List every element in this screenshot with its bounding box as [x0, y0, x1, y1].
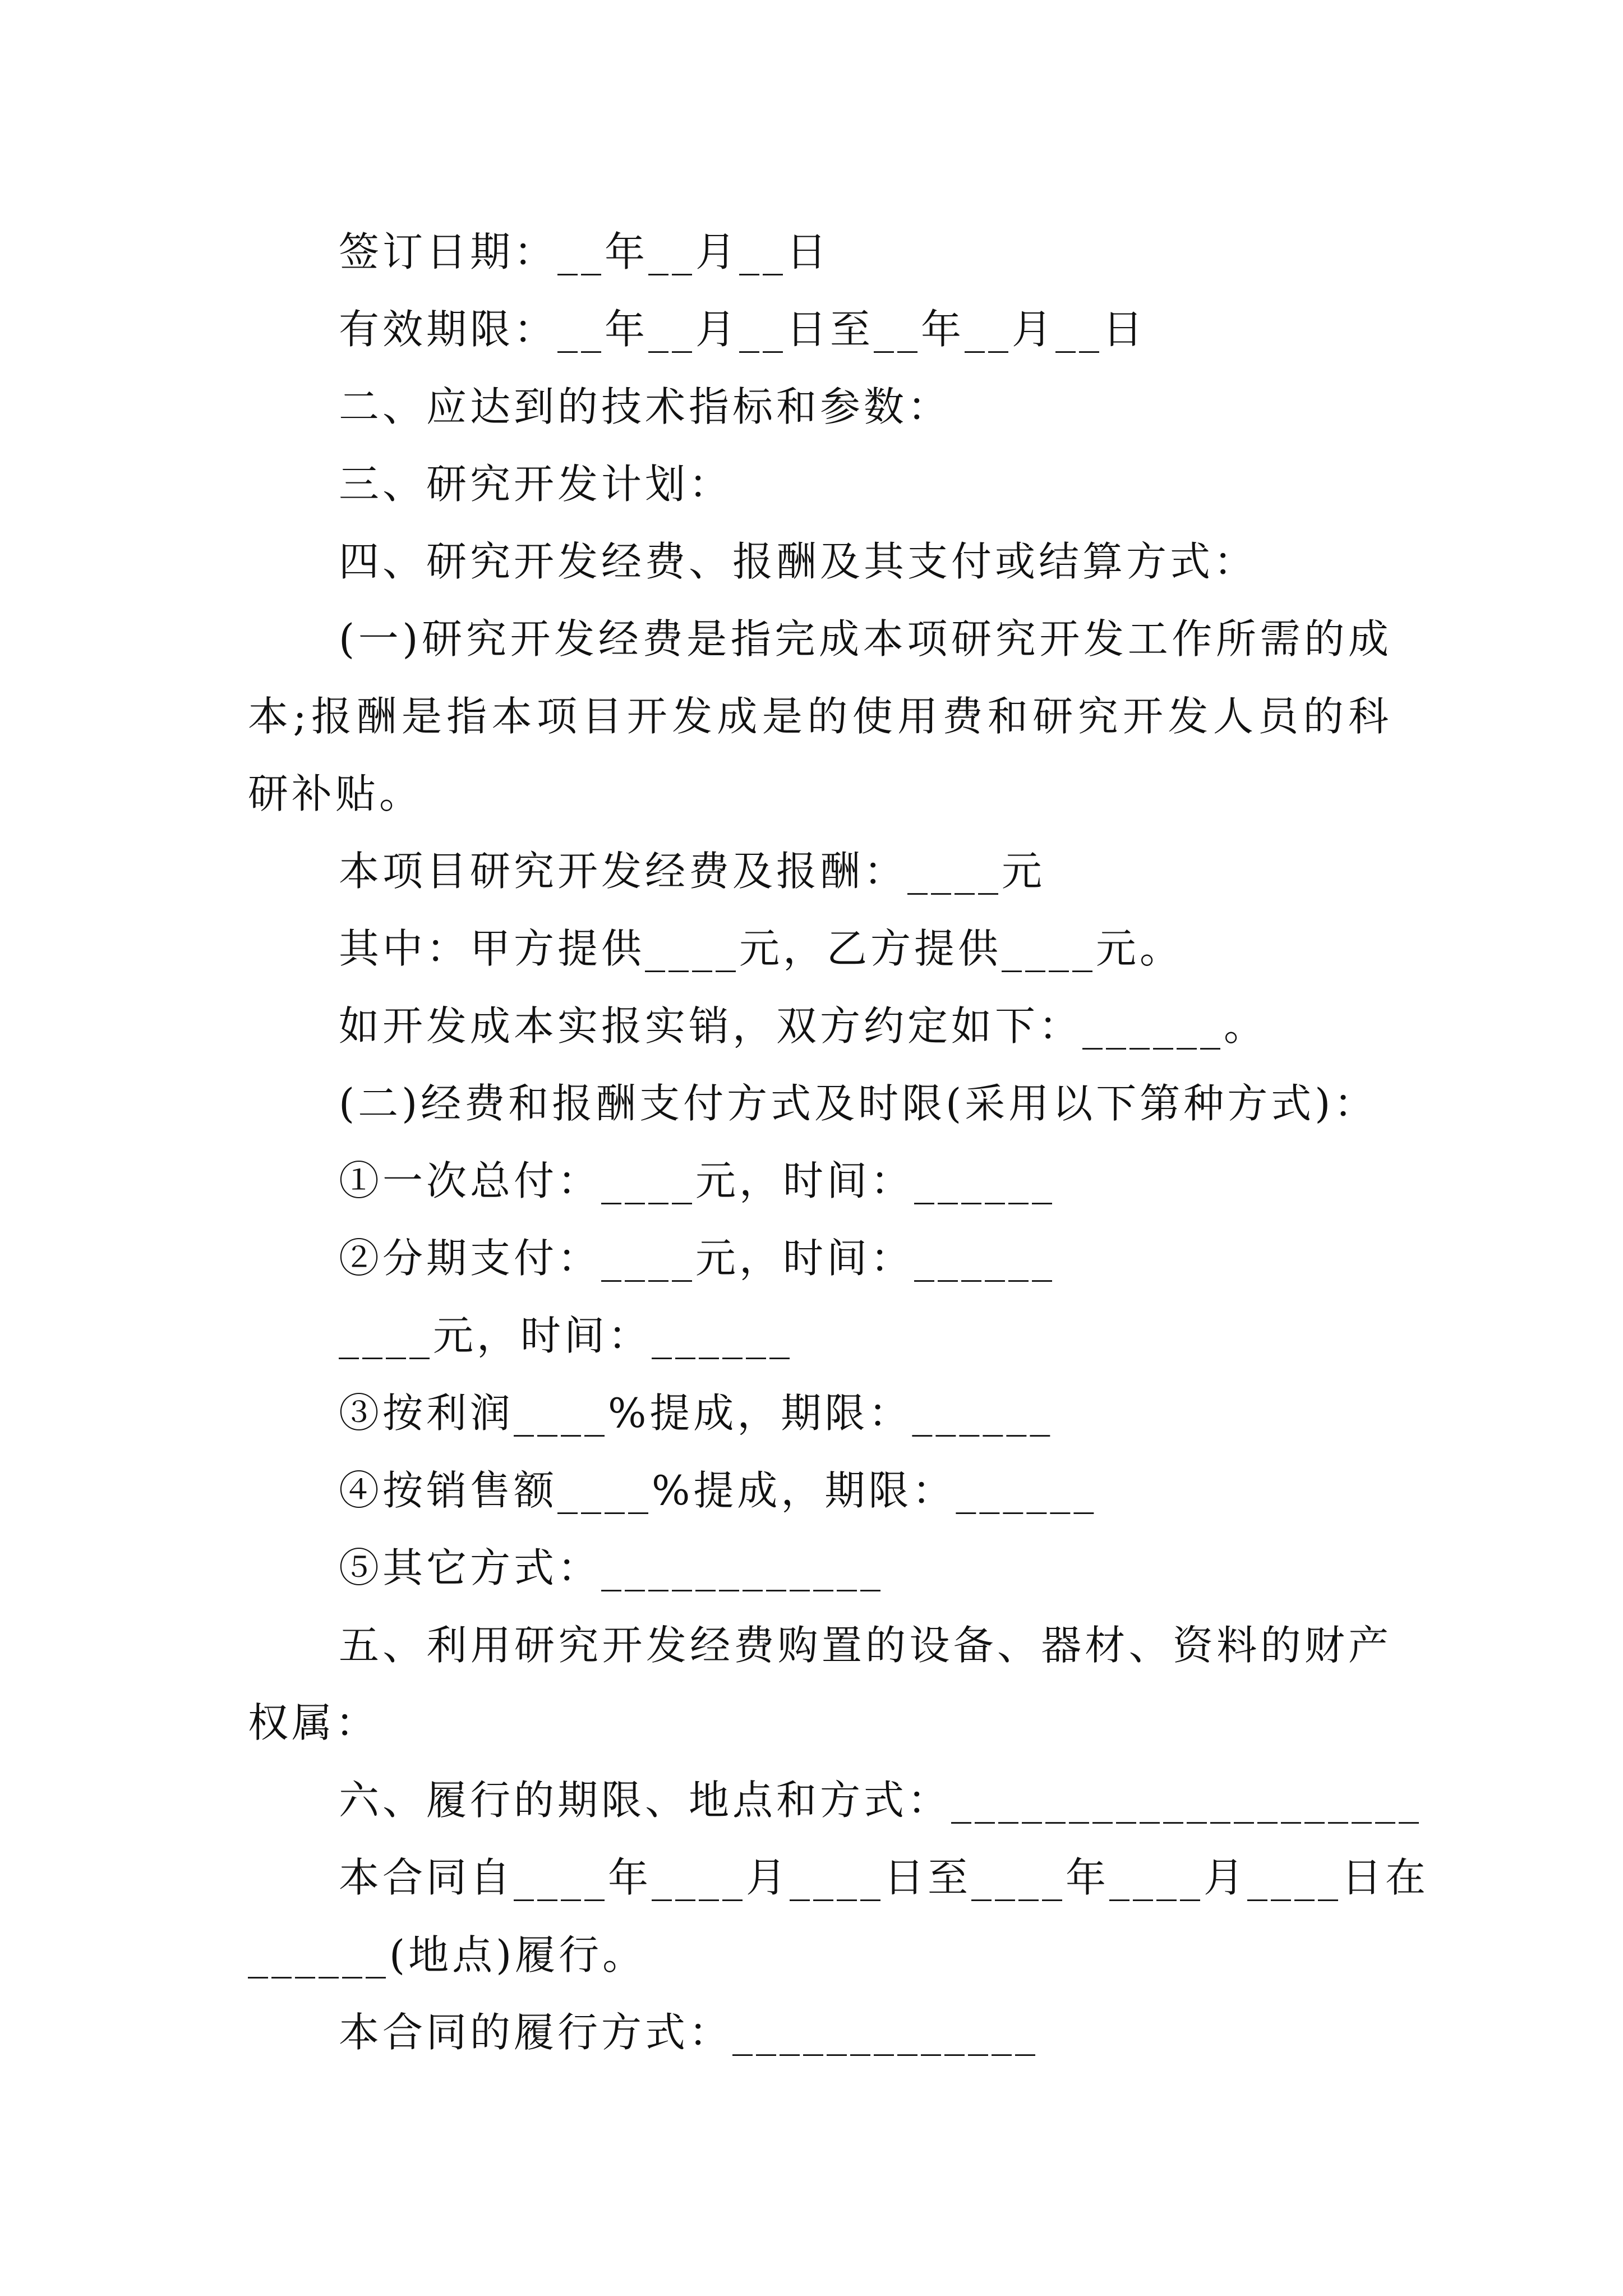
- section-5-paragraph: 五、利用研究开发经费购置的设备、器材、资料的财产权属：: [248, 1622, 1392, 1746]
- payment-option-5: ⑤其它方式：____________: [339, 1544, 884, 1591]
- payment-option-2-continued: ____元，时间：______: [339, 1312, 794, 1359]
- performance-location-line: ______(地点)履行。: [248, 1931, 647, 1978]
- party-contribution-line: 其中：甲方提供____元，乙方提供____元。: [339, 925, 1184, 972]
- performance-period-line: 本合同自____年____月____日至____年____月____日在: [339, 1854, 1430, 1901]
- payment-option-2: ②分期支付：____元，时间：______: [339, 1235, 1056, 1282]
- payment-option-1: ①一次总付：____元，时间：______: [339, 1157, 1056, 1204]
- performance-method-line: 本合同的履行方式：_____________: [339, 2009, 1039, 2056]
- validity-period-line: 有效期限：__年__月__日至__年__月__日: [339, 306, 1147, 353]
- funding-definition-paragraph: (一)研究开发经费是指完成本项研究开发工作所需的成本;报酬是指本项目开发成是的使用费和研究开发人员的科研补贴。: [248, 615, 1392, 817]
- section-4-heading: 四、研究开发经费、报酬及其支付或结算方式：: [339, 538, 1258, 585]
- payment-option-4: ④按销售额____%提成，期限：______: [339, 1467, 1098, 1514]
- actual-cost-line: 如开发成本实报实销，双方约定如下：______。: [339, 1002, 1268, 1050]
- payment-method-heading: (二)经费和报酬支付方式及时限(采用以下第种方式)：: [339, 1080, 1378, 1127]
- section-6-heading: 六、履行的期限、地点和方式：____________________: [339, 1777, 1423, 1824]
- total-funding-line: 本项目研究开发经费及报酬：____元: [339, 848, 1046, 895]
- section-2-heading: 二、应达到的技术指标和参数：: [339, 383, 952, 430]
- payment-option-3: ③按利润____%提成，期限：______: [339, 1389, 1054, 1437]
- section-3-heading: 三、研究开发计划：: [339, 461, 733, 508]
- document-body: [248, 213, 1430, 2071]
- signing-date-line: 签订日期：__年__月__日: [339, 228, 831, 275]
